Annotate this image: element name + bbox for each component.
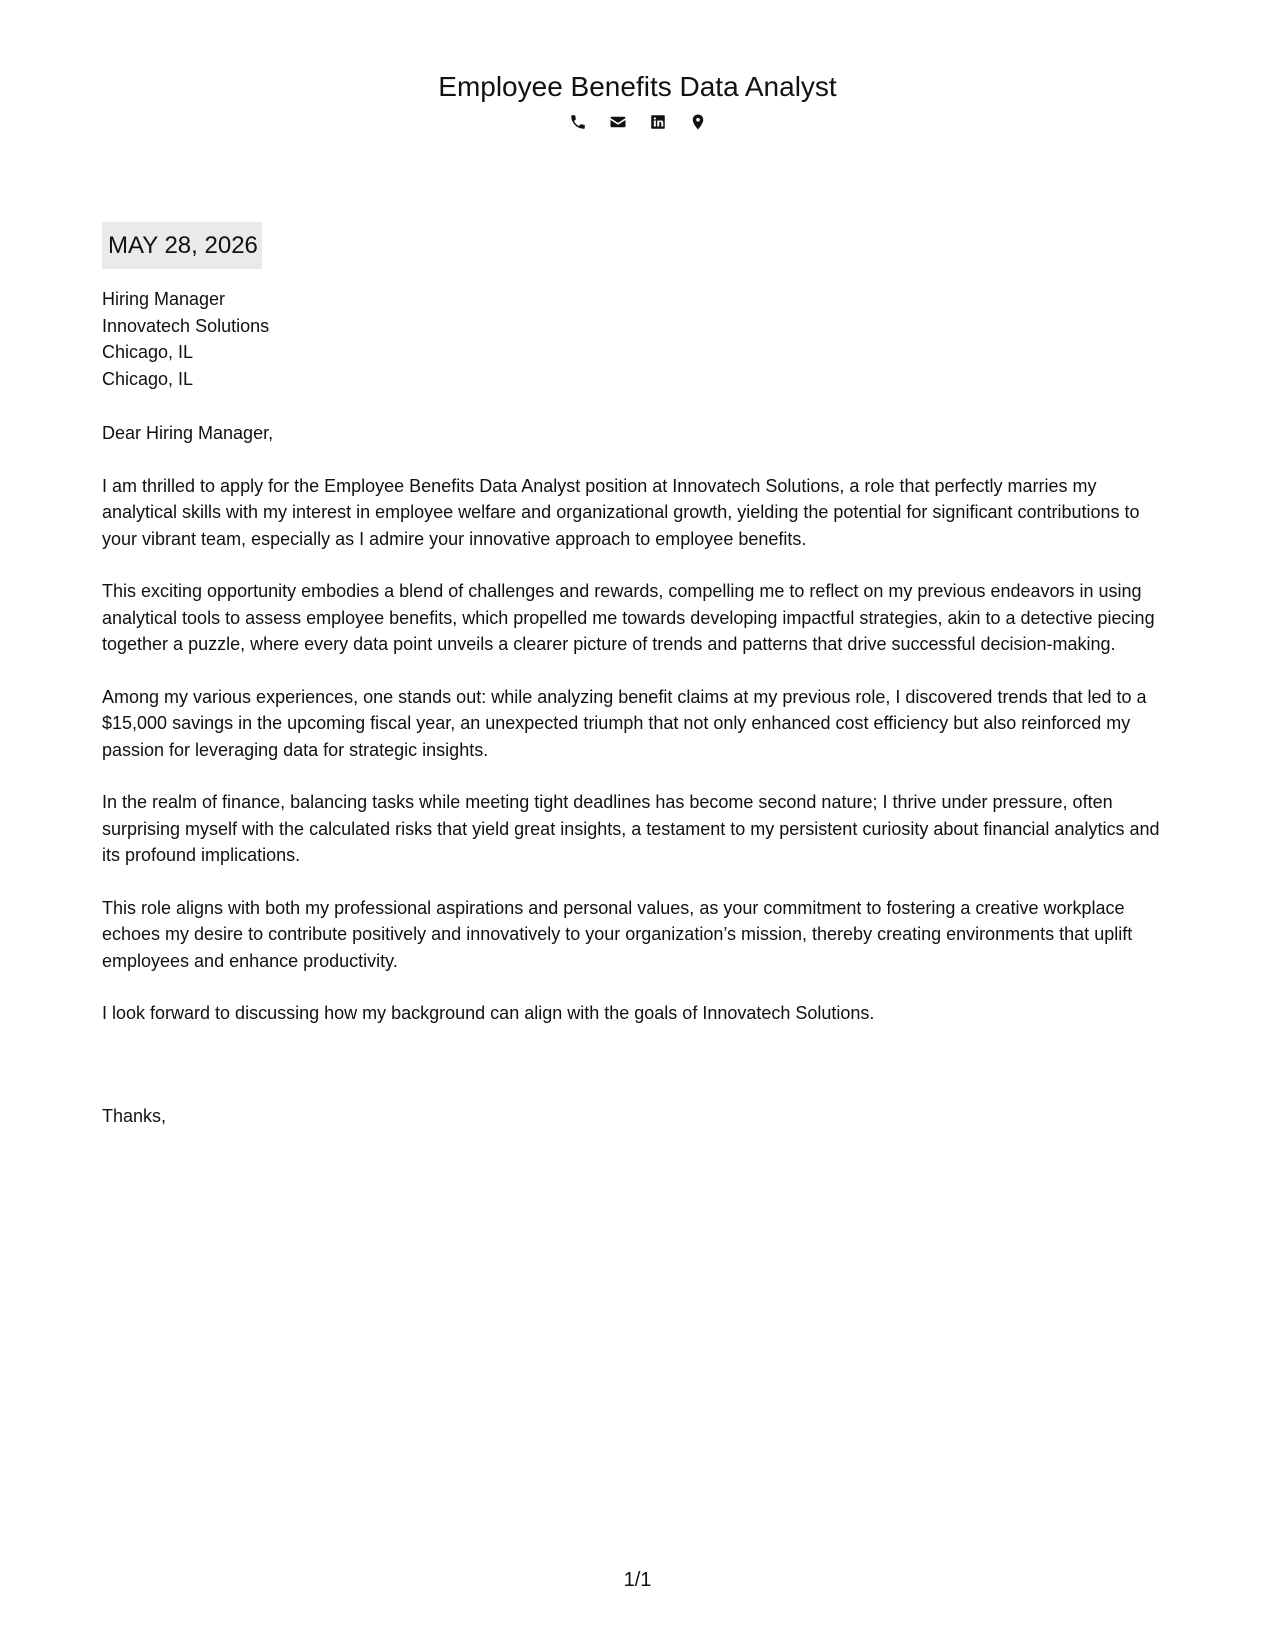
body-paragraph: This exciting opportunity embodies a blend of challenges and rewards, compelling me to reflect on my previous endeavors in using analytical tools to assess employee benefits, which propelled me towards developing impactful strategies, akin to a detective piecing together a puzzle, where every data point unveils a clearer picture of trends and patterns that drive successful decision-making. xyxy=(102,581,1155,654)
recipient-name: Hiring Manager xyxy=(102,289,226,309)
body-paragraph: In the realm of finance, balancing tasks while meeting tight deadlines has become second nature; I thrive under pressure, often surprising myself with the calculated risks that yield great insights, a testament to my persistent curiosity about financial analytics and its profound implications. xyxy=(102,792,1160,865)
recipient-company: Innovatech Solutions xyxy=(102,315,270,336)
document-title: Employee Benefits Data Analyst xyxy=(438,71,837,102)
map-pin-icon[interactable] xyxy=(688,112,708,132)
page-number: 1/1 xyxy=(623,1569,652,1591)
salutation: Dear Hiring Manager, xyxy=(102,423,274,443)
body-paragraph: Among my various experiences, one stands out: while analyzing benefit claims at my previous role, I discovered trends that led to a $15,000 savings in the upcoming fiscal year, an unexpected triumph that not only enhanced cost efficiency but also reinforced my passion for leveraging data for strategic insights. xyxy=(102,686,1147,760)
letter-date: MAY 28, 2026 xyxy=(102,222,262,269)
body-paragraph: I am thrilled to apply for the Employee Benefits Data Analyst position at Innovatech Solutions, a role that perfectly marries my analytical skills with my interest in employee welfare and organizational growth, yielding the potential for significant contributions to your vibrant team, especially as I admire your innovative approach to employee benefits. xyxy=(102,475,1140,549)
closing-paragraph: I look forward to discussing how my background can align with the goals of Innovatech Solutions. xyxy=(102,1003,875,1023)
recipient-block xyxy=(102,286,269,392)
recipient-location-repeat: Chicago, IL xyxy=(102,368,194,389)
body-paragraph: This role aligns with both my professional aspirations and personal values, as your commitment to fostering a creative workplace echoes my desire to contribute positively and innovatively to your organization’s mission, thereby creating environments that uplift employees and enhance productivity. xyxy=(102,897,1133,971)
recipient-location: Chicago, IL xyxy=(102,342,194,362)
contact-icons-row xyxy=(0,112,1275,132)
phone-icon[interactable] xyxy=(568,112,588,132)
letter-body xyxy=(102,420,1174,1053)
linkedin-icon[interactable] xyxy=(648,112,668,132)
envelope-icon[interactable] xyxy=(608,112,628,132)
signoff: Thanks, xyxy=(102,1106,167,1126)
